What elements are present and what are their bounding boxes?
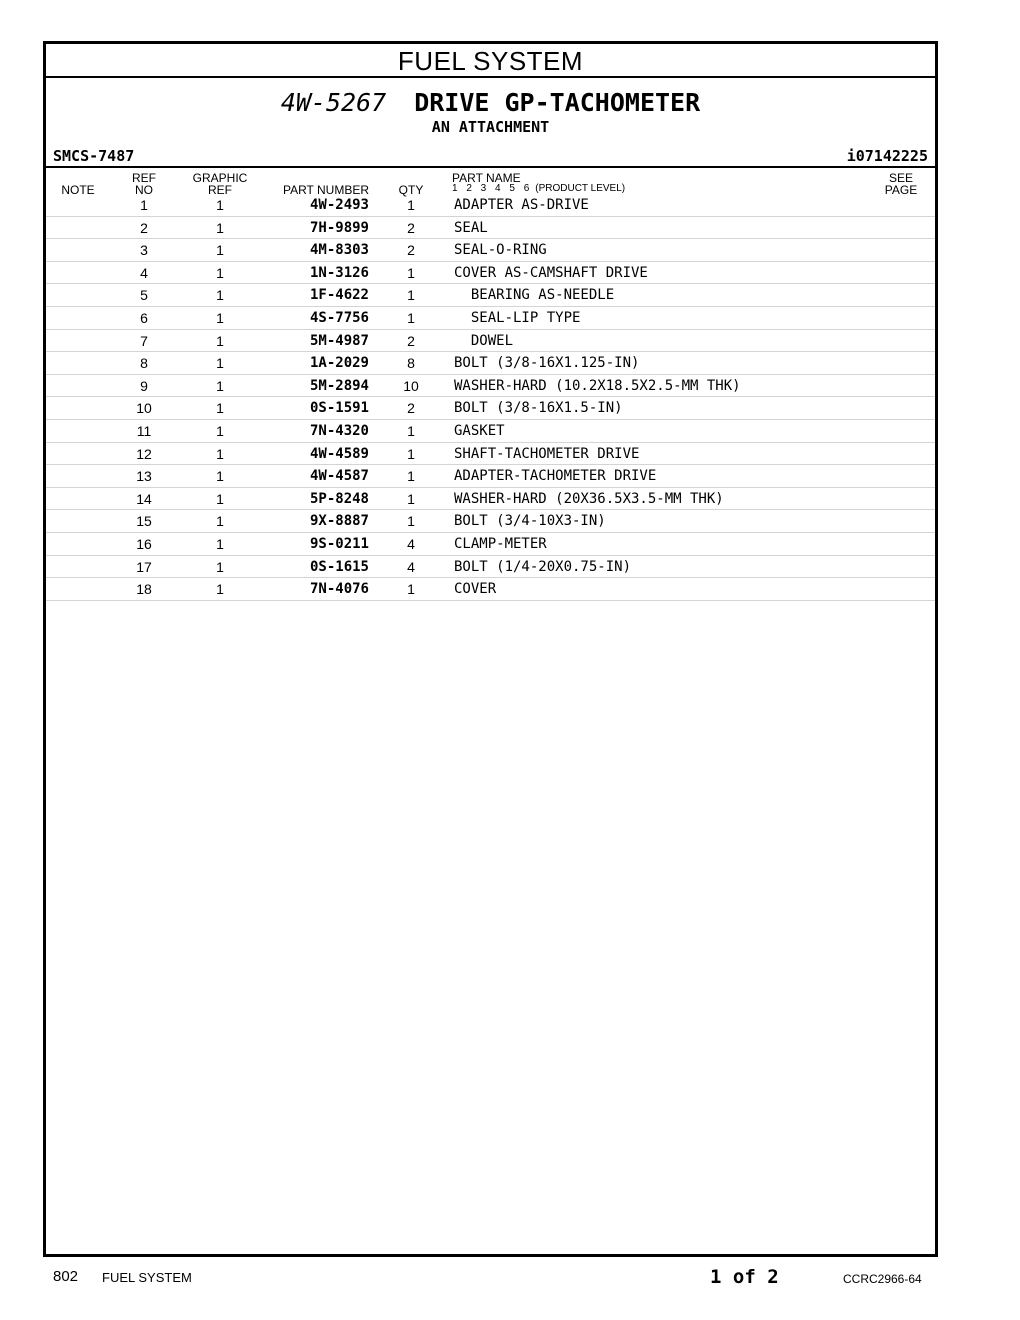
col-header-qty: QTY: [398, 183, 424, 197]
footer-section-name: FUEL SYSTEM: [102, 1270, 192, 1285]
table-row: 2 1 7H-9899 2 SEAL: [46, 217, 935, 240]
table-row: 16 1 9S-0211 4 CLAMP-METER: [46, 533, 935, 556]
table-row: 4 1 1N-3126 1 COVER AS-CAMSHAFT DRIVE: [46, 262, 935, 285]
section-title: FUEL SYSTEM: [46, 44, 935, 78]
col-header-product-levels: 1 2 3 4 5 6 (PRODUCT LEVEL): [452, 183, 626, 194]
table-row: 12 1 4W-4589 1 SHAFT-TACHOMETER DRIVE: [46, 443, 935, 466]
parts-list: [46, 194, 935, 601]
col-header-part-name: PART NAME: [452, 171, 521, 185]
col-header-graphic-ref: GRAPHIC REF: [192, 171, 248, 197]
table-row: 18 1 7N-4076 1 COVER: [46, 578, 935, 601]
footer-page-number: 802: [53, 1268, 79, 1285]
table-row: 7 1 5M-4987 2 DOWEL: [46, 330, 935, 353]
group-name: DRIVE GP-TACHOMETER: [414, 88, 701, 117]
table-row: 9 1 5M-2894 10 WASHER-HARD (10.2X18.5X2.5-MM THK): [46, 375, 935, 398]
table-row: 1 1 4W-2493 1 ADAPTER AS-DRIVE: [46, 194, 935, 217]
table-row: 14 1 5P-8248 1 WASHER-HARD (20X36.5X3.5-MM THK): [46, 488, 935, 511]
page-frame: [43, 41, 938, 1257]
footer-media-number: CCRC2966-64: [843, 1272, 922, 1286]
table-row: 17 1 0S-1615 4 BOLT (1/4-20X0.75-IN): [46, 556, 935, 579]
col-header-part-number: PART NUMBER: [282, 183, 369, 197]
footer-sheet-count: 1 of 2: [710, 1266, 779, 1288]
table-row: 13 1 4W-4587 1 ADAPTER-TACHOMETER DRIVE: [46, 465, 935, 488]
col-header-note: NOTE: [61, 183, 95, 197]
illustration-id: i07142225: [846, 147, 928, 165]
group-heading: [46, 88, 935, 118]
table-row: 3 1 4M-8303 2 SEAL-O-RING: [46, 239, 935, 262]
table-row: 5 1 1F-4622 1 BEARING AS-NEEDLE: [46, 284, 935, 307]
col-header-see-page: SEE PAGE: [884, 171, 918, 197]
table-row: 15 1 9X-8887 1 BOLT (3/4-10X3-IN): [46, 510, 935, 533]
smcs-code: SMCS-7487: [53, 147, 135, 165]
col-header-ref-no: REF NO: [132, 171, 156, 197]
table-row: 11 1 7N-4320 1 GASKET: [46, 420, 935, 443]
table-row: 10 1 0S-1591 2 BOLT (3/8-16X1.5-IN): [46, 397, 935, 420]
header-divider: [46, 166, 935, 168]
table-row: 8 1 1A-2029 8 BOLT (3/8-16X1.125-IN): [46, 352, 935, 375]
group-subtitle: AN ATTACHMENT: [431, 118, 550, 136]
table-row: 6 1 4S-7756 1 SEAL-LIP TYPE: [46, 307, 935, 330]
group-part-number: 4W-5267: [280, 88, 387, 117]
